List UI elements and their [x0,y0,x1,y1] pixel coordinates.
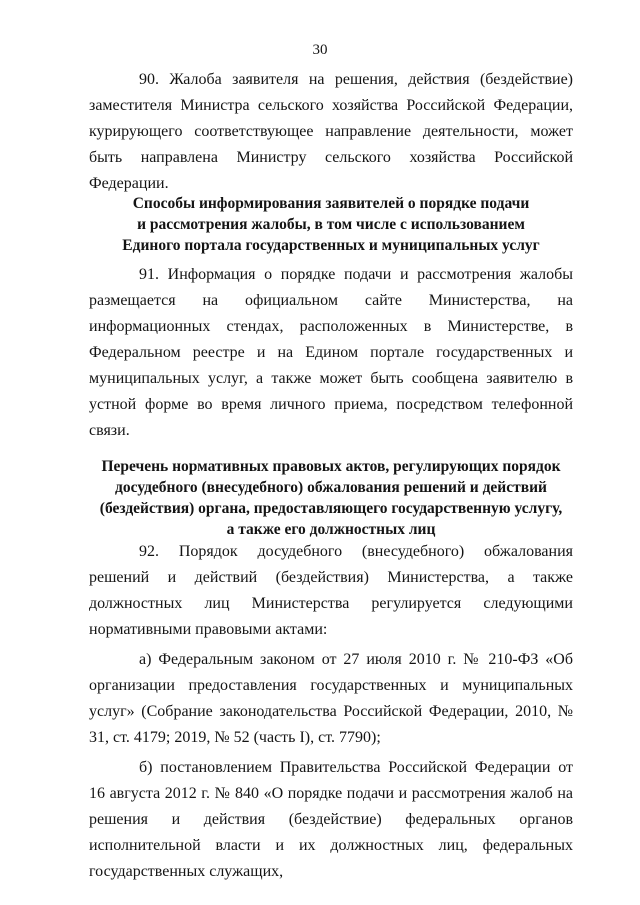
heading-line: а также его должностных лиц [226,521,436,538]
heading-line: (бездействия) органа, предоставляющего государственную услугу, [99,500,563,517]
paragraph-91 [89,262,573,444]
heading-line: Единого портала государственных и муниципальных услуг [122,237,540,254]
paragraph-92-text: 92. Порядок досудебного (внесудебного) обжалования решений и действий (бездействия) Министерства, а также должностных лиц Министерства регулируется следующими нормативными правовыми актами: [89,543,573,638]
heading-line: Перечень нормативных правовых актов, регулирующих порядок [101,458,561,475]
paragraph-91-text: 91. Информация о порядке подачи и рассмотрения жалобы размещается на официальном сайте Министерства, на информационных стендах, расположенных в Министерстве, в Федеральном реестре и на Едином портале государственных и муниципальных услуг, а также может быть сообщена заявителю в устной форме во время личного приема, посредством телефонной связи. [89,266,573,439]
page-number: 30 [312,42,328,58]
paragraph-90 [89,67,573,197]
heading-line: Способы информирования заявителей о порядке подачи [132,195,530,212]
heading-complaint-information [89,193,573,256]
list-item-b: б) постановлением Правительства Российской Федерации от 16 августа 2012 г. № 840 «О порядке подачи и рассмотрения жалоб на решения и действия (бездействие) федеральных органов исполнительной власти и их должностных лиц, федеральных государственных служащих, [89,759,573,880]
paragraph-92 [89,539,573,885]
heading-line: и рассмотрения жалобы, в том числе с использованием [137,216,525,233]
heading-line: досудебного (внесудебного) обжалования решений и действий [115,479,547,496]
paragraph-90-text: 90. Жалоба заявителя на решения, действия (бездействие) заместителя Министра сельского хозяйства Российской Федерации, курирующего соответствующее направление деятельности, может быть направлена Министру сельского хозяйства Российской Федерации. [89,71,573,192]
heading-legal-acts [89,456,573,540]
list-item-a: а) Федеральным законом от 27 июля 2010 г. № 210-ФЗ «Об организации предоставления государственных и муниципальных услуг» (Собрание законодательства Российской Федерации, 2010, № 31, ст. 4179; 2019, № 52 (часть I), ст. 7790); [89,651,573,746]
